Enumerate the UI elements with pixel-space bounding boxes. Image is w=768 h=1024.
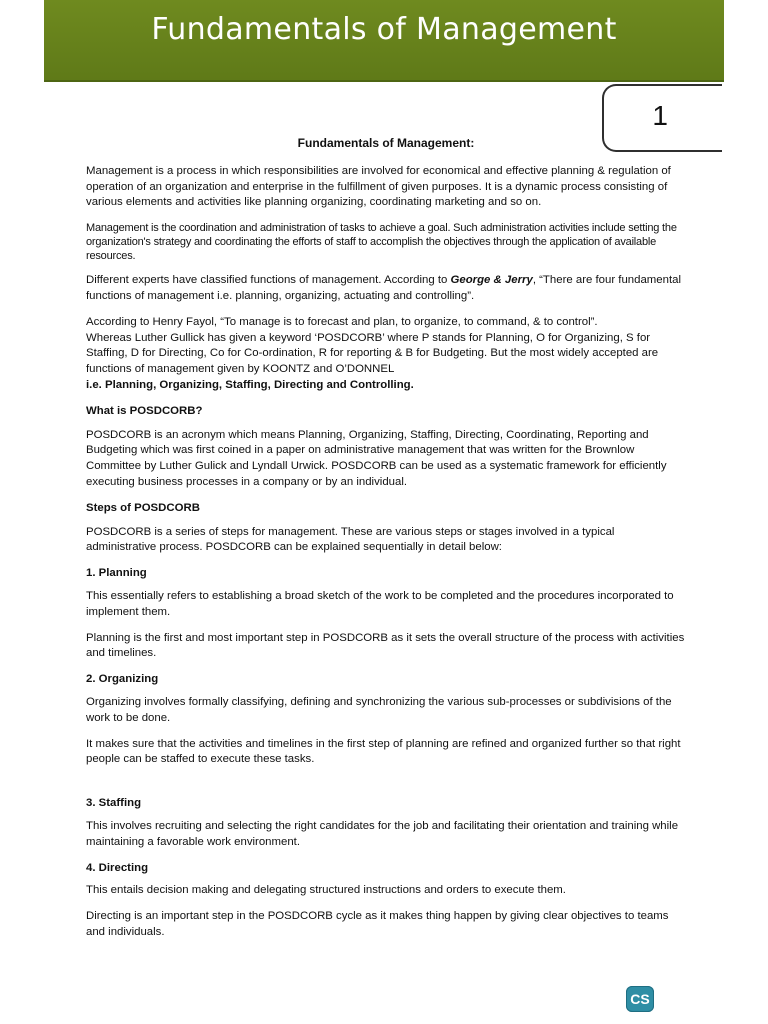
camscanner-logo-icon: CS	[626, 986, 654, 1012]
heading-directing: 4. Directing	[86, 861, 149, 874]
paragraph-planning-2: Planning is the first and most important step in POSDCORB as it sets the overall structure of the process with activities and timelines.	[86, 631, 685, 660]
heading-planning: 1. Planning	[86, 567, 147, 580]
paragraph-posdcorb-definition: POSDCORB is an acronym which means Planning, Organizing, Staffing, Directing, Coordinating, Reporting and Budgeting which was first coined in a paper on administrative management that was written for the Brownlow Committee by Luther Gulick and Lyndall Urwick. POSDCORB can be used as a systematic framework for efficiently executing business processes in a company or by an individual.	[86, 428, 667, 488]
paragraph-text: According to Henry Fayol, “To manage is to forecast and plan, to organize, to command, & to control”.	[86, 315, 598, 328]
paragraph-fayol-gullick	[86, 315, 686, 394]
paragraph-directing-1: This entails decision making and delegating structured instructions and orders to execute them.	[86, 884, 566, 897]
functions-list: i.e. Planning, Organizing, Staffing, Directing and Controlling.	[86, 378, 414, 391]
paragraph-text: , “There are four fundamental functions of management i.e. planning, organizing, actuating and controlling”.	[86, 274, 681, 302]
paragraph-text: Different experts have classified functions of management. According to	[86, 274, 451, 287]
spacer	[86, 778, 686, 796]
heading-organizing: 2. Organizing	[86, 673, 159, 686]
header-banner	[44, 0, 724, 82]
paragraph-planning-1: This essentially refers to establishing a broad sketch of the work to be completed and the procedures incorporated to implement them.	[86, 589, 674, 618]
document-title: Fundamentals of Management	[151, 12, 617, 47]
section-title: Fundamentals of Management:	[297, 136, 475, 150]
paragraph-directing-2: Directing is an important step in the POSDCORB cycle as it makes thing happen by giving clear objectives to teams and individuals.	[86, 910, 669, 938]
paragraph-management-definition: Management is a process in which responsibilities are involved for economical and effective planning & regulation of operation of an organization and enterprise in the fulfillment of given purposes. It is a dynamic process consisting of various elements and activities like planning organizing, coordinating marketing and so on.	[86, 164, 671, 209]
heading-steps: Steps of POSDCORB	[86, 501, 200, 514]
document-body	[86, 136, 686, 951]
authors-emphasis: George & Jerry	[450, 274, 533, 287]
paragraph-management-coordination: Management is the coordination and administration of tasks to achieve a goal. Such administration activities include setting the organization's strategy and coordinating the efforts of staff to accomplish the objectives through the application of available resources.	[86, 222, 677, 263]
paragraph-organizing-2: It makes sure that the activities and timelines in the first step of planning are refined and organized further so that right people can be staffed to execute these tasks.	[86, 737, 681, 766]
paragraph-organizing-1: Organizing involves formally classifying, defining and synchronizing the various sub-processes or subdivisions of the work to be done.	[86, 695, 672, 724]
page-number: 1	[652, 100, 668, 131]
paragraph-experts-functions	[86, 273, 686, 305]
heading-what-is-posdcorb: What is POSDCORB?	[86, 404, 203, 417]
paragraph-text: Whereas Luther Gullick has given a keyword ‘POSDCORB’ where P stands for Planning, O for Organizing, S for Staffing, D for Directing, Co for Co-ordination, R for reporting & B for Budgeting. But the most widely accepted are functions of management given by KOONTZ and O’DONNEL	[86, 331, 659, 376]
paragraph-staffing-1: This involves recruiting and selecting the right candidates for the job and facilitating their orientation and training while maintaining a favorable work environment.	[86, 819, 679, 848]
paragraph-steps-intro: POSDCORB is a series of steps for management. These are various steps or stages involved in a typical administrative process. POSDCORB can be explained sequentially in detail below:	[86, 525, 615, 554]
heading-staffing: 3. Staffing	[86, 797, 142, 810]
